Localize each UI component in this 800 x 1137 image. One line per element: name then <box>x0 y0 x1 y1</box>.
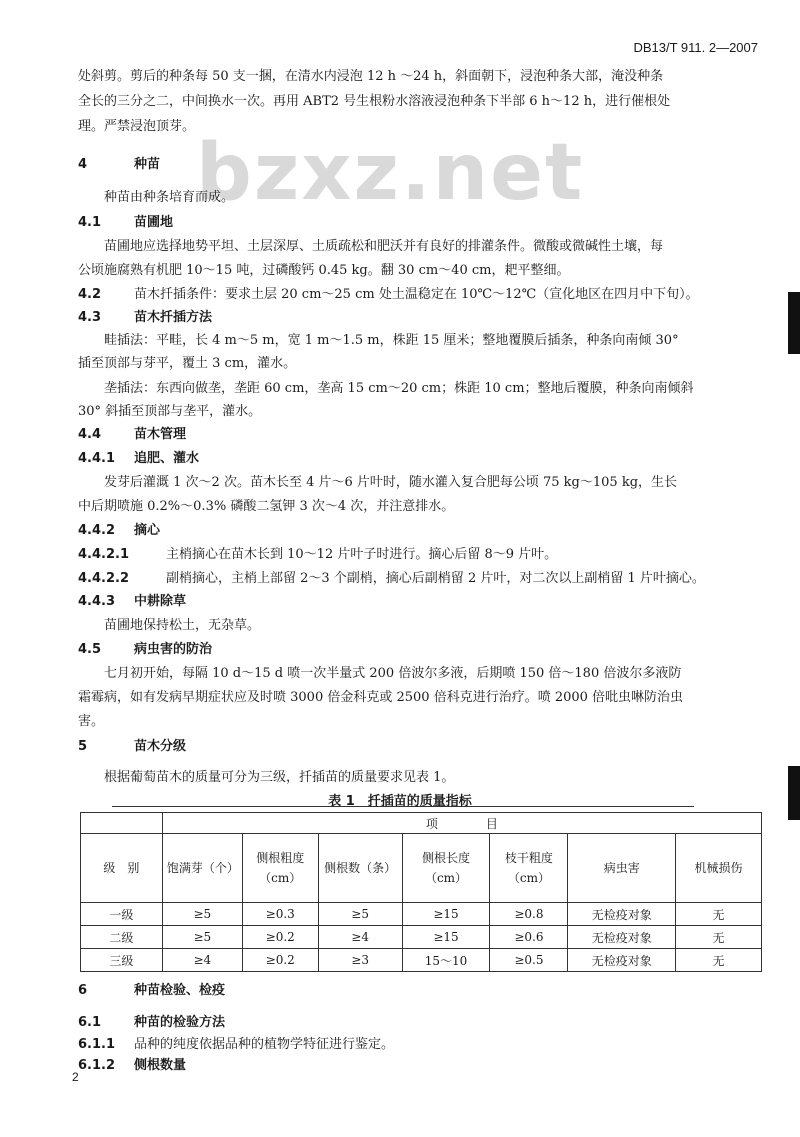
section-4-1-heading <box>78 214 760 232</box>
table-cell: ≥5 <box>162 926 242 949</box>
table-cell: 无 <box>676 903 762 926</box>
section-title: 摘心 <box>134 523 161 538</box>
body-line: 七月初开始，每隔 10 d～15 d 喷一次半量式 200 倍波尔多液，后期喷 150 倍～180 倍波尔多液防 <box>104 666 682 681</box>
section-number: 4.4.2.1 <box>78 547 129 562</box>
table-header-cell: 侧根粗度（cm） <box>242 834 318 903</box>
table-cell: ≥3 <box>318 949 402 972</box>
table-header-cell: 饱满芽（个） <box>162 834 242 903</box>
section-number: 4 <box>78 157 88 172</box>
table-header-cell: 枝干粗度（cm） <box>490 834 568 903</box>
section-number: 4.4.1 <box>78 451 116 466</box>
table-title: 表 1 扦插苗的质量指标 <box>328 794 472 809</box>
section-text: 品种的纯度依据品种的植物学特征进行鉴定。 <box>134 1037 395 1052</box>
body-line: 害。 <box>78 714 105 729</box>
table-cell: 二级 <box>81 926 163 949</box>
table-cell: ≥4 <box>162 949 242 972</box>
section-number: 6 <box>78 983 88 998</box>
page-number: 2 <box>72 1070 79 1084</box>
body-line: 发芽后灌溉 1 次～2 次。苗木长至 4 片～6 片叶时，随水灌入复合肥每公顷 75 kg～105 kg，生长 <box>104 475 678 490</box>
section-number: 6.1.2 <box>78 1058 116 1073</box>
section-6-heading <box>78 982 760 1000</box>
section-number: 4.3 <box>78 310 102 325</box>
table-cell: ≥0.2 <box>242 926 318 949</box>
table-cell: 无检疫对象 <box>568 926 676 949</box>
table-top-rule <box>112 806 694 807</box>
table-header-cell: 级 别 <box>81 834 163 903</box>
section-4-3-heading <box>78 309 760 327</box>
table-header-cell: 侧根数（条） <box>318 834 402 903</box>
margin-mark <box>788 292 800 354</box>
table-cell: ≥0.6 <box>490 926 568 949</box>
quality-table <box>80 812 762 972</box>
body-line: 公顷施腐熟有机肥 10～15 吨，过磷酸钙 0.45 kg。翻 30 cm～40 cm，耙平整细。 <box>78 263 570 278</box>
table-row <box>81 903 762 926</box>
section-title: 种苗 <box>134 157 161 172</box>
section-number: 4.1 <box>78 215 102 230</box>
section-number: 6.1.1 <box>78 1037 116 1052</box>
table-cell: 15～10 <box>402 949 490 972</box>
section-6-1-heading <box>78 1014 760 1032</box>
section-text: 主梢摘心在苗木长到 10～12 片叶子时进行。摘心后留 8～9 片叶。 <box>166 547 558 562</box>
body-line: 全长的三分之二，中间换水一次。再用 ABT2 号生根粉水溶液浸泡种条下半部 6 h～12 h，进行催根处 <box>78 94 671 109</box>
section-4-5-heading <box>78 641 760 659</box>
paragraph: 苗圃地保持松土，无杂草。 <box>104 618 261 633</box>
table-cell: 无 <box>676 926 762 949</box>
body-line: 处斜剪。剪后的种条每 50 支一捆，在清水内浸泡 12 h ～24 h，斜面朝下，浸泡种条大部，淹没种条 <box>78 69 664 84</box>
table-header-row <box>81 834 762 903</box>
table-cell: 一级 <box>81 903 163 926</box>
watermark: bzxz.net <box>196 128 585 218</box>
body-line: 霜霉病，如有发病早期症状应及时喷 3000 倍金科克或 2500 倍科克进行治疗。喷 2000 倍吡虫啉防治虫 <box>78 690 684 705</box>
section-title: 苗木管理 <box>134 427 187 442</box>
body-line: 30° 斜插至顶部与垄平，灌水。 <box>78 404 262 419</box>
table-cell: ≥0.2 <box>242 949 318 972</box>
table-cell: ≥0.3 <box>242 903 318 926</box>
table-header-cell: 机械损伤 <box>676 834 762 903</box>
section-4-4-1-heading <box>78 450 760 468</box>
section-title: 病虫害的防治 <box>134 642 213 657</box>
section-title: 追肥、灌水 <box>134 451 200 466</box>
section-4-4-2-1 <box>78 546 760 564</box>
table-cell: 三级 <box>81 949 163 972</box>
section-title: 苗木分级 <box>134 739 187 754</box>
section-4-4-2-2 <box>78 570 760 588</box>
body-line: 垄插法：东西向做垄，垄距 60 cm，垄高 15 cm～20 cm；株距 10 cm；整地后覆膜，种条向南倾斜 <box>104 381 694 396</box>
table-cell: 无检疫对象 <box>568 949 676 972</box>
section-title: 苗木扦插方法 <box>134 310 213 325</box>
section-title: 苗圃地 <box>134 215 174 230</box>
section-text: 副梢摘心，主梢上部留 2～3 个副梢，摘心后副梢留 2 片叶，对二次以上副梢留 1 片叶摘心。 <box>166 571 705 586</box>
section-6-1-2-heading <box>78 1057 760 1075</box>
table-row <box>81 949 762 972</box>
paragraph: 种苗由种条培育而成。 <box>104 190 235 205</box>
table-header-cell <box>81 813 163 834</box>
table-cell: 无检疫对象 <box>568 903 676 926</box>
table-header-cell: 侧根长度（cm） <box>402 834 490 903</box>
body-line: 畦插法：平畦，长 4 m～5 m，宽 1 m～1.5 m，株距 15 厘米；整地覆膜后插条，种条向南倾 30° <box>104 333 679 348</box>
table-group-header: 项 目 <box>162 813 761 834</box>
table-header-row <box>81 813 762 834</box>
section-number: 6.1 <box>78 1015 102 1030</box>
body-line: 理。严禁浸泡顶芽。 <box>78 119 196 134</box>
section-number: 4.5 <box>78 642 102 657</box>
body-line: 苗圃地应选择地势平坦、土层深厚、土质疏松和肥沃并有良好的排灌条件。微酸或微碱性土壤，每 <box>104 239 664 254</box>
table-cell: ≥5 <box>318 903 402 926</box>
section-4-heading <box>78 156 760 174</box>
section-number: 4.2 <box>78 287 102 302</box>
section-4-4-2-heading <box>78 522 760 540</box>
table-header-cell: 病虫害 <box>568 834 676 903</box>
body-line: 中后期喷施 0.2%～0.3% 磷酸二氢钾 3 次～4 次，并注意排水。 <box>78 499 455 514</box>
section-number: 4.4.2 <box>78 523 116 538</box>
table-cell: ≥5 <box>162 903 242 926</box>
table-cell: ≥0.5 <box>490 949 568 972</box>
body-line: 插至顶部与芽平，覆土 3 cm，灌水。 <box>78 356 297 371</box>
section-6-1-1 <box>78 1036 760 1054</box>
section-5-heading <box>78 738 760 756</box>
section-number: 5 <box>78 739 88 754</box>
section-title: 侧根数量 <box>134 1058 187 1073</box>
section-title: 中耕除草 <box>134 594 187 609</box>
document-id: DB13/T 911. 2—2007 <box>633 40 758 55</box>
section-4-4-3-heading <box>78 593 760 611</box>
section-title: 种苗检验、检疫 <box>134 983 226 998</box>
section-text: 苗木扦插条件：要求土层 20 cm～25 cm 处土温稳定在 10℃～12℃（宣化地区在四月中下旬）。 <box>134 287 699 302</box>
table-cell: 无 <box>676 949 762 972</box>
table-cell: ≥4 <box>318 926 402 949</box>
section-number: 4.4 <box>78 427 102 442</box>
table-cell: ≥15 <box>402 903 490 926</box>
section-number: 4.4.3 <box>78 594 116 609</box>
table-cell: ≥15 <box>402 926 490 949</box>
table-cell: ≥0.8 <box>490 903 568 926</box>
section-4-2 <box>78 286 760 304</box>
table-row <box>81 926 762 949</box>
paragraph: 根据葡萄苗木的质量可分为三级，扦插苗的质量要求见表 1。 <box>104 770 455 785</box>
section-4-4-heading <box>78 426 760 444</box>
section-number: 4.4.2.2 <box>78 571 129 586</box>
section-title: 种苗的检验方法 <box>134 1015 226 1030</box>
